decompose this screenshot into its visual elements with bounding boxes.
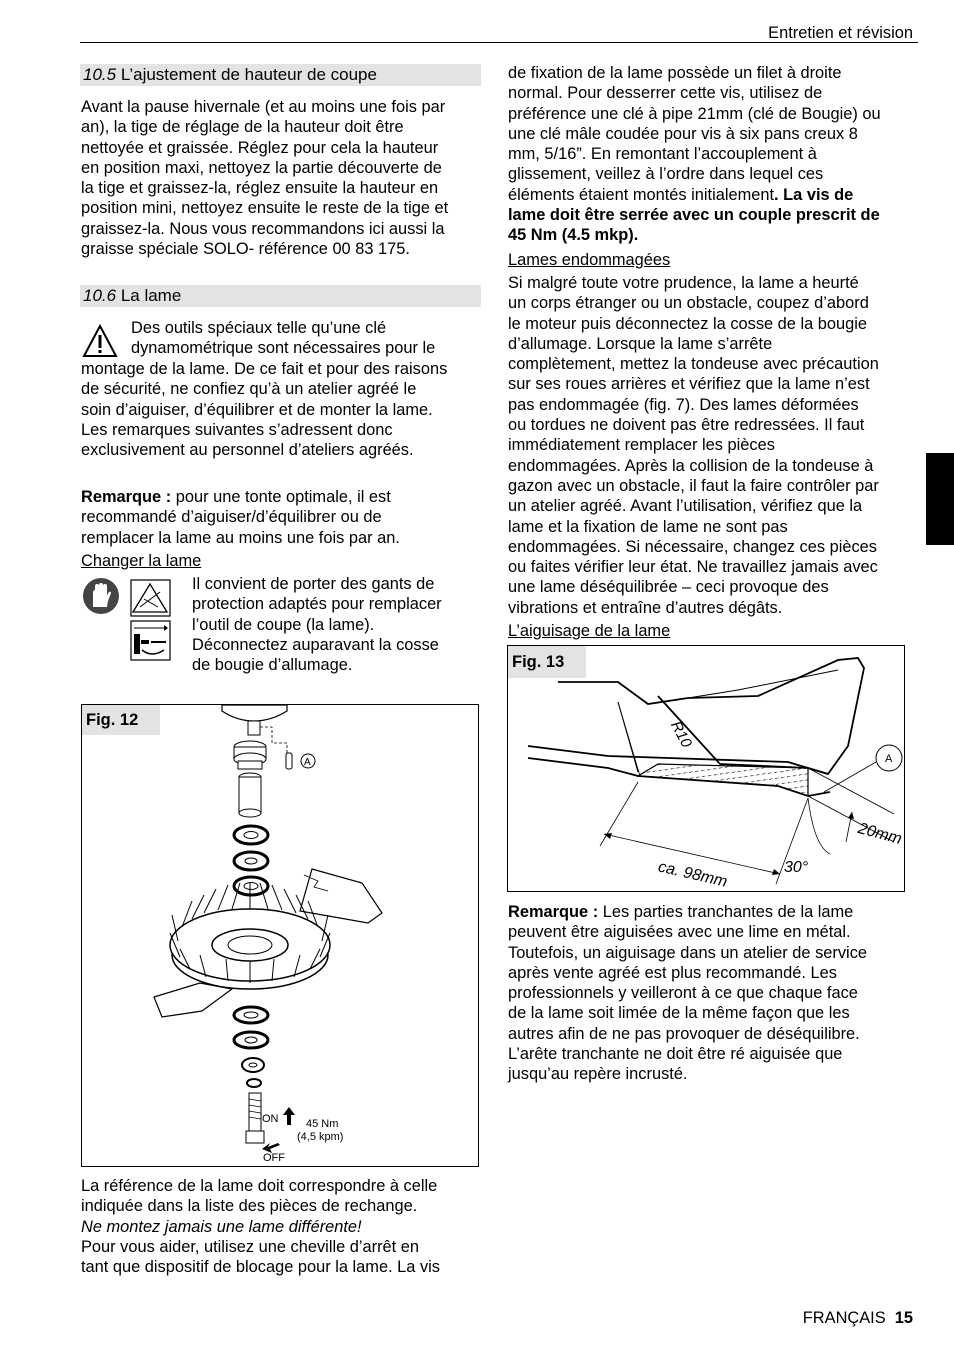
figure-label: Fig. 13 xyxy=(508,646,586,678)
body-line: peuvent être aiguisées avec une lime en métal. xyxy=(508,923,851,942)
body-line: Avant la pause hivernale (et au moins une fois par xyxy=(81,98,446,116)
torque-kpm-label: (4,5 kpm) xyxy=(297,1131,344,1143)
body-line: immédiatement remplacer les pièces xyxy=(508,436,775,455)
spark-plug-disconnect-icon xyxy=(130,620,171,661)
left-bottom-text xyxy=(81,1176,440,1277)
body-line: glissement, veillez à l’ordre dans lequel ces xyxy=(508,165,824,184)
body-line: la tige et graissez-la, réglez ensuite la hauteur en xyxy=(81,179,439,198)
body-line: éléments étaient montés initialement xyxy=(508,185,775,204)
body-line: pour une tonte optimale, il est xyxy=(171,488,391,506)
body-line: de fixation de la lame possède un filet à droite xyxy=(508,64,842,82)
body-line: L’arête tranchante ne doit être ré aiguisée que xyxy=(508,1045,843,1064)
body-line: endommagées. Si nécessaire, changez ces pièces xyxy=(508,537,877,556)
body-line: sur ses roues arrières et vérifiez que la lame n’est xyxy=(508,375,870,394)
footer xyxy=(803,1308,913,1328)
section-heading-10-6 xyxy=(80,285,481,307)
body-line: exclusivement au personnel d’ateliers agréés. xyxy=(81,441,414,460)
body-line: de bougie d’allumage. xyxy=(192,656,353,675)
body-line: position mini, nettoyez ensuite le reste de la tige et xyxy=(81,199,449,218)
body-line: graisse spéciale SOLO- référence 00 83 175. xyxy=(81,240,410,259)
body-line: La référence de la lame doit correspondre à celle xyxy=(81,1177,438,1195)
section-10-6-body xyxy=(81,359,447,460)
body-line: pas endommagée (fig. 7). Des lames déformées xyxy=(508,395,859,414)
body-line: ou faites vérifier leur état. Ne travaillez jamais avec xyxy=(508,558,878,577)
remark-label: Remarque : xyxy=(508,903,599,921)
section-title: La lame xyxy=(116,286,182,305)
body-line: ou tordues ne doivent pas être redressées. Il faut xyxy=(508,416,865,435)
body-line: complètement, mettez la tondeuse avec précaution xyxy=(508,355,879,374)
body-line: de la lame soit limée de la même façon que les xyxy=(508,1004,850,1023)
sharpening-remark xyxy=(508,902,867,1085)
body-line: mm, 5/16”. En remontant l’accouplement à xyxy=(508,145,817,164)
figure-13 xyxy=(507,645,905,892)
blade-warning-icon xyxy=(130,579,171,617)
figure-label: Fig. 12 xyxy=(82,705,160,735)
warning-text xyxy=(131,318,435,359)
callout-a: A xyxy=(304,757,311,768)
section-title: L’ajustement de hauteur de coupe xyxy=(116,65,377,84)
subheading-damaged-blades: Lames endommagées xyxy=(508,251,671,269)
body-line: Les remarques suivantes s’adressent donc xyxy=(81,420,393,439)
running-header: Entretien et révision xyxy=(768,24,913,42)
body-line: dynamométrique sont nécessaires pour le xyxy=(131,339,436,358)
body-line: le moteur puis déconnectez la cosse de la bougie xyxy=(508,314,868,333)
body-line: Pour vous aider, utilisez une cheville d’arrêt en xyxy=(81,1237,420,1256)
body-line: remplacer la lame au moins une fois par an. xyxy=(81,528,400,547)
header-rule xyxy=(80,42,918,43)
body-line: l’outil de coupe (la lame). xyxy=(192,615,375,634)
footer-language: FRANÇAIS xyxy=(802,1309,886,1327)
body-line: Les parties tranchantes de la lame xyxy=(598,903,854,921)
body-line: une lame déséquilibrée – ceci provoque des xyxy=(508,578,829,597)
body-line: tant que dispositif de blocage pour la lame. La vis xyxy=(81,1258,440,1277)
page-number: 15 xyxy=(894,1309,913,1327)
blade-sharpening-drawing xyxy=(508,646,904,891)
blade-assembly-drawing xyxy=(82,705,478,1166)
body-line: gazon avec un obstacle, il faut la faire contrôler par xyxy=(508,476,879,495)
off-label: OFF xyxy=(263,1152,285,1164)
bold-line: 45 Nm (4.5 mkp). xyxy=(508,226,639,245)
bold-text: . La vis de xyxy=(774,185,854,204)
body-line: normal. Pour desserrer cette vis, utilisez de xyxy=(508,84,823,103)
body-line: Il convient de porter des gants de xyxy=(192,575,435,593)
body-line: un atelier agréé. Avant l’utilisation, vérifiez que la xyxy=(508,497,863,516)
radius-label: R10 xyxy=(667,718,695,751)
length-label: ca. 98mm xyxy=(656,858,729,891)
body-line: d’allumage. Lorsque la lame s’arrête xyxy=(508,334,773,353)
body-line: graissez-la. Nous vous recommandons ici aussi la xyxy=(81,219,445,238)
section-10-5-body xyxy=(81,97,448,259)
angle-label: 30° xyxy=(784,859,809,876)
body-line: jusqu’au repère incrusté. xyxy=(508,1065,688,1084)
body-line: Si malgré toute votre prudence, la lame a heurté xyxy=(508,274,859,292)
gloves-icon xyxy=(82,577,120,615)
subheading-change-blade: Changer la lame xyxy=(81,552,202,570)
remark-block xyxy=(81,487,400,548)
remark-label: Remarque : xyxy=(81,488,172,506)
change-blade-text xyxy=(192,574,442,675)
body-line: après vente agréé est plus recommandé. Les xyxy=(508,963,837,982)
subheading-sharpening: L’aiguisage de la lame xyxy=(508,622,671,640)
right-column-top xyxy=(508,63,881,246)
warning-icon xyxy=(82,324,118,358)
body-line: préférence une clé à pipe 21mm (clé de Bougie) ou xyxy=(508,104,881,123)
callout-a: A xyxy=(885,753,893,765)
body-line: professionnels y veilleront à ce que chaque face xyxy=(508,984,858,1003)
on-label: ON xyxy=(262,1113,279,1125)
language-tab-marker xyxy=(926,453,954,545)
body-line: montage de la lame. De ce fait et pour des raisons xyxy=(81,360,448,378)
width-label: 20mm xyxy=(856,820,904,848)
body-line: une clé mâle coudée pour vis à six pans creux 8 xyxy=(508,124,858,143)
damaged-blades-text xyxy=(508,273,879,618)
figure-12 xyxy=(81,704,479,1167)
section-heading-10-5 xyxy=(80,64,481,86)
body-line: recommandé d’aiguiser/d’équilibrer ou de xyxy=(81,508,382,527)
body-line: an), la tige de réglage de la hauteur doit être xyxy=(81,118,404,137)
body-line: lame et la fixation de lame ne sont pas xyxy=(508,517,788,536)
body-line: un corps étranger ou un obstacle, coupez d’abord xyxy=(508,294,869,313)
body-line: nettoyée et graissée. Réglez pour cela la hauteur xyxy=(81,138,439,157)
body-line: de sécurité, ne confiez qu’à un atelier agréé le xyxy=(81,380,417,399)
body-line: Des outils spéciaux telle qu’une clé xyxy=(131,319,387,337)
body-line: vibrations et entraîne d’autres dégâts. xyxy=(508,598,783,617)
body-line: Déconnectez auparavant la cosse xyxy=(192,635,439,654)
bold-line: lame doit être serrée avec un couple prescrit de xyxy=(508,206,880,225)
warning-italic-line: Ne montez jamais une lame différente! xyxy=(81,1217,362,1236)
body-line: protection adaptés pour remplacer xyxy=(192,595,442,614)
body-line: endommagées. Après la collision de la tondeuse à xyxy=(508,456,874,475)
body-line: en position maxi, nettoyez la partie découverte de xyxy=(81,158,442,177)
body-line: Toutefois, un aiguisage dans un atelier de service xyxy=(508,943,868,962)
section-number: 10.6 xyxy=(83,286,117,305)
body-line: autres afin de ne pas provoquer de déséquilibre. xyxy=(508,1024,860,1043)
body-line: indiquée dans la liste des pièces de rechange. xyxy=(81,1197,418,1216)
section-number: 10.5 xyxy=(83,65,117,84)
body-line: soin d’aiguiser, d’équilibrer et de monter la lame. xyxy=(81,400,433,419)
torque-label: 45 Nm xyxy=(306,1118,339,1130)
